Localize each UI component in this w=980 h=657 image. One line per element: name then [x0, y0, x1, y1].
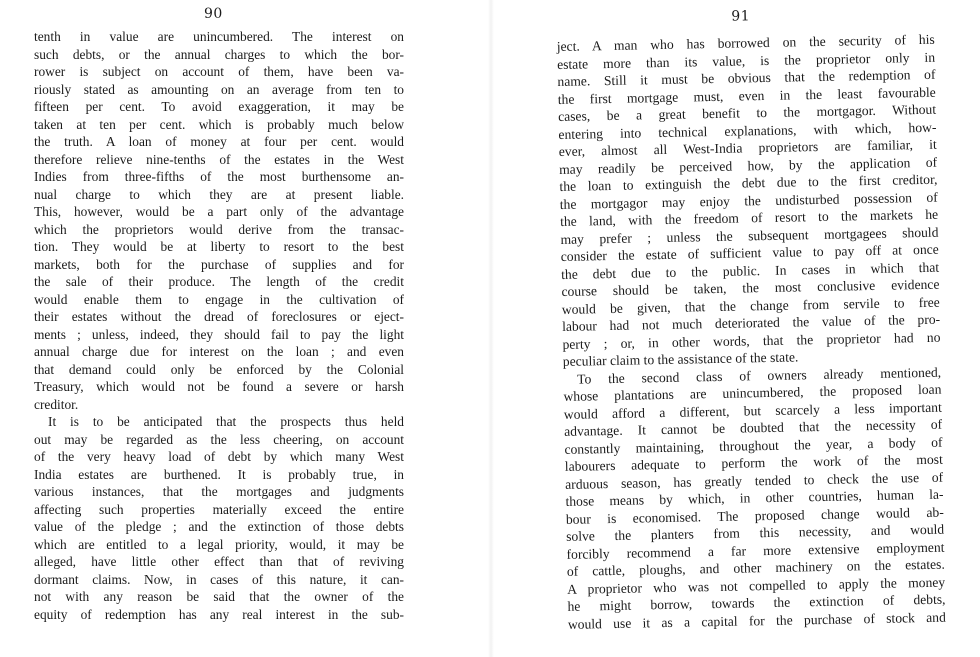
text-line: riously stated as amounting on an average from ten to	[34, 81, 404, 97]
page-number-right: 91	[731, 8, 751, 25]
text-line: which are entitled to a legal priority, would, it may be	[34, 536, 404, 552]
text-line: would enable them to engage in the cultivation of	[34, 291, 404, 307]
text-line: nual charge to which they are at present liable.	[34, 186, 404, 202]
text-line: entering into technical explanations, with which, how-	[558, 119, 937, 142]
text-line: course should be taken, the most conclusive evidence	[561, 276, 940, 299]
text-line: ments ; unless, indeed, they should fail to pay the light	[34, 326, 404, 342]
text-line: those means by which, in other countries, human la-	[565, 486, 944, 509]
text-line: ever, almost all West-India proprietors are familiar, it	[558, 136, 937, 159]
text-line: taken at ten per cent. which is probably much below	[34, 116, 404, 132]
text-line: therefore relieve nine-tenths of the estates in the West	[34, 151, 404, 167]
text-line: cases, be a great benefit to the mortgagor. Without	[557, 101, 937, 124]
text-line: not with any reason be said that the owner of the	[34, 589, 404, 604]
text-line: the mortgagor may enjoy the undisturbed possession of	[559, 189, 938, 212]
text-line: alleged, have little other effect than that of reviving	[34, 554, 404, 569]
text-line: advantage. It cannot be doubted that the necessity of	[564, 416, 943, 439]
text-line: estate more than its value, is the proprietor only in	[556, 49, 936, 72]
text-line: would use it as a capital for the purchase of stock and	[567, 609, 946, 632]
text-line: annual charge due for interest on the loan ; and even	[34, 344, 404, 359]
text-line: name. Still it must be obvious that the redemption of	[557, 66, 936, 89]
text-line: constantly maintaining, throughout the year, a body of	[564, 434, 943, 457]
text-line: value of the pledge ; and the extinction of those debts	[34, 519, 404, 534]
text-line: tion. They would be at liberty to resort to the best	[34, 239, 404, 254]
right-page	[556, 0, 946, 633]
text-line: he might borrow, towards the extinction of debts,	[567, 591, 946, 614]
text-line: Indies from three-fifths of the most burthensome an-	[34, 169, 404, 184]
text-line: the loan to extinguish the debt due to the first creditor,	[559, 171, 938, 194]
text-line: would be given, that the change from servile to free	[561, 294, 940, 317]
text-line: may prefer ; unless the subsequent mortgagees should	[560, 224, 939, 247]
text-line: labourers adequate to perform the work of the most	[564, 451, 943, 474]
text-line: tenth in value are unincumbered. The interest on	[34, 29, 404, 44]
text-line: that demand could only be enforced by the Colonial	[34, 361, 404, 377]
text-line: their estates without the dread of foreclosures or eject-	[34, 309, 404, 324]
text-line: the first mortgage must, even in the least favourable	[557, 84, 936, 107]
text-line: creditor.	[34, 396, 79, 412]
text-line: the land, with the freedom of resort to the markets he	[559, 206, 939, 229]
text-line: such debts, or the annual charges to which the bor-	[34, 46, 404, 62]
text-line: consider the estate of sufficient value to pay off at once	[560, 241, 939, 264]
text-line: would afford a different, but scarcely a less important	[563, 399, 942, 422]
right-page-text	[557, 31, 946, 633]
text-line: which the proprietors would derive from the transac-	[34, 221, 404, 237]
text-line: various instances, that the mortgages and judgments	[34, 484, 404, 499]
text-line: perty ; or, in other words, that the proprietor had no	[562, 329, 941, 352]
left-page-text	[34, 28, 404, 623]
text-line: India estates are burthened. It is probably true, in	[34, 466, 404, 482]
text-line: solve the planters from this necessity, and would	[566, 521, 945, 544]
text-line: bour is economised. The proposed change would ab-	[565, 504, 944, 527]
left-page	[34, 0, 404, 623]
text-line: arduous season, has greatly tended to check the use of	[565, 469, 944, 492]
text-line: equity of redemption has any real interest in the sub-	[34, 606, 404, 622]
text-line: Treasury, which would not be found a severe or harsh	[34, 379, 404, 394]
book-gutter	[488, 0, 494, 657]
text-line: forcibly recommend a far more extensive employment	[566, 539, 945, 562]
text-line: affecting such properties materially exceed the entire	[34, 501, 404, 517]
text-line: of cattle, ploughs, and other machinery on the estates.	[566, 556, 945, 579]
text-line: whose plantations are unincumbered, the proposed loan	[563, 381, 942, 404]
text-line: ject. A man who has borrowed on the security of his	[556, 31, 935, 54]
text-line: the truth. A loan of money at four per cent. would	[34, 134, 404, 149]
paragraph-start-line: To the second class of owners already mentioned,	[577, 364, 942, 387]
text-line: A proprietor who was not compelled to apply the money	[567, 574, 946, 597]
page-number-left: 90	[204, 6, 223, 22]
text-line: markets, both for the purchase of supplies and for	[34, 256, 404, 272]
text-line: the sale of their produce. The length of the credit	[34, 274, 404, 289]
text-line: of the very heavy load of debt by which many West	[34, 449, 404, 464]
text-line: out may be regarded as the less cheering, on account	[34, 431, 404, 447]
text-line: dormant claims. Now, in cases of this nature, it can-	[34, 571, 404, 587]
text-line: rower is subject on account of them, have been va-	[34, 64, 404, 79]
text-line: This, however, would be a part only of the advantage	[34, 204, 404, 219]
text-line: fifteen per cent. To avoid exaggeration, it may be	[34, 99, 404, 114]
text-line: labour had not much deteriorated the value of the pro-	[562, 311, 941, 334]
text-line: peculiar claim to the assistance of the state.	[562, 349, 799, 369]
text-line: may readily be perceived how, by the application of	[558, 154, 938, 177]
text-line: the debt due to the public. In cases in which that	[561, 259, 940, 282]
paragraph-start-line: It is to be anticipated that the prospects thus held	[48, 414, 404, 429]
